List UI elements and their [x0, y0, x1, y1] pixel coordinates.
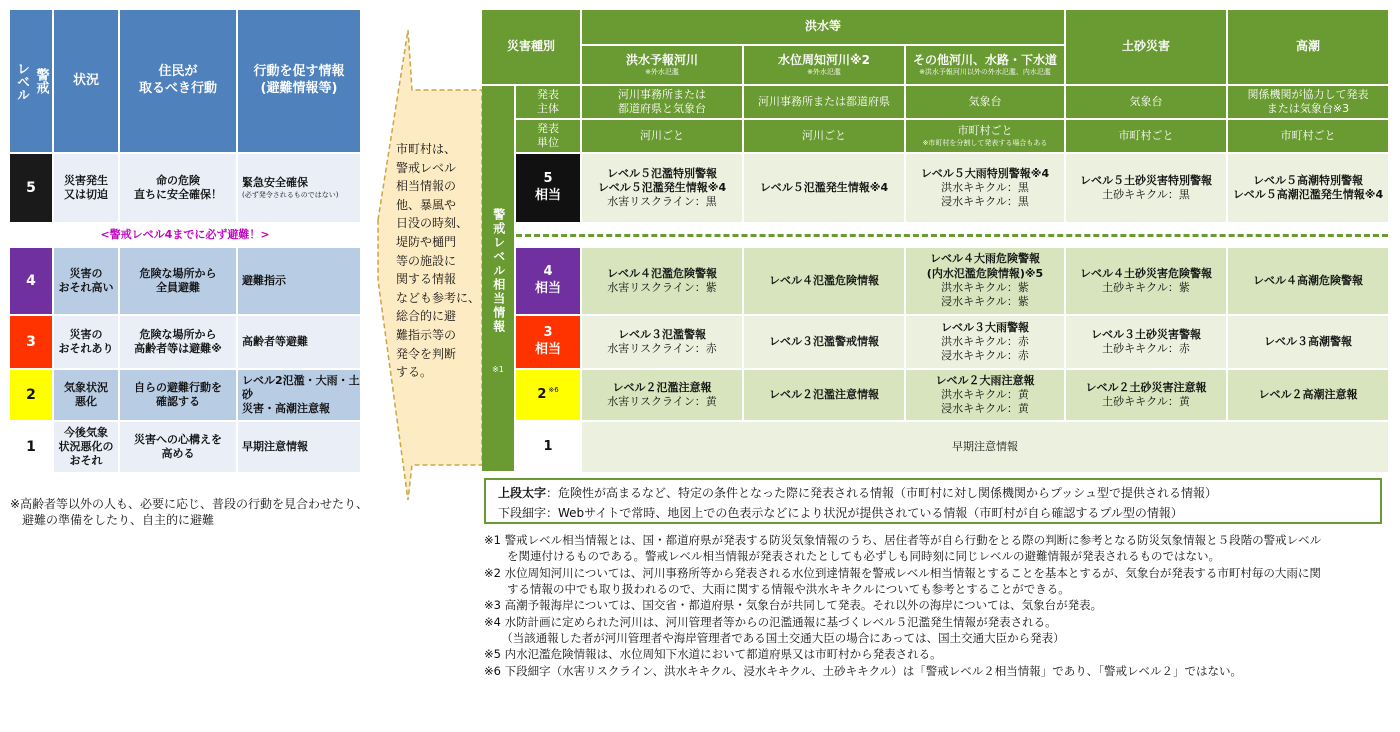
callout-text: 市町村は、 警戒レベル 相当情報の 他、暴風や 日没の時刻、 堤防や樋門 等の施設に 関する情報 なども参考に、 総合的に避 難指示等の 発令を判断 する。 — [396, 142, 481, 380]
header-situation: 状況 — [54, 10, 118, 152]
rlevel-2-note: ※6 — [548, 386, 559, 395]
r5-c4-bold: レベル５高潮特別警報 レベル５高潮氾濫発生情報※4 — [1232, 173, 1384, 201]
r4-c2-normal: 洪水キキクル：紫 浸水キキクル：紫 — [941, 281, 1029, 309]
header-info: 行動を促す情報 (避難情報等) — [238, 10, 360, 152]
r4-c4 — [1228, 248, 1388, 314]
header-level — [10, 10, 52, 152]
rlevel-2-badge — [516, 370, 580, 420]
level-separator — [516, 234, 1388, 237]
r2-c2-normal: 洪水キキクル：黄 浸水キキクル：黄 — [941, 387, 1029, 416]
flood-col-other-title: その他河川、水路・下水道 — [912, 52, 1057, 67]
level-4-badge: 4 — [10, 248, 52, 314]
r4-c2-bold: レベル４大雨危険警報 (内水氾濫危険情報)※5 — [926, 252, 1044, 280]
r5-c4 — [1228, 154, 1388, 222]
legend-bottom-text: ：Webサイトで常時、地図上での色表示などにより状況が提供されている情報（市町村が自ら確認するプル型の情報） — [546, 506, 1183, 520]
r4-c0-bold: レベル４氾濫危険警報 — [607, 266, 717, 280]
issuer-1: 河川事務所または都道府県 — [744, 86, 904, 118]
legend-top-label: 上段太字 — [498, 486, 547, 500]
row5-info — [238, 154, 360, 222]
flood-col-forecast-title: 洪水予報河川 — [625, 52, 698, 67]
legend-bottom-label: 下段細字 — [498, 506, 547, 520]
r2-c0-bold: レベル２氾濫注意報 — [612, 380, 712, 394]
r3-c3-normal: 土砂キキクル：赤 — [1102, 342, 1190, 355]
r3-c4-bold: レベル３高潮警報 — [1264, 334, 1352, 348]
r2-c2 — [906, 370, 1064, 420]
r4-c0-normal: 水害リスクライン：紫 — [607, 281, 717, 294]
issuer-label: 発表 主体 — [516, 86, 580, 118]
row2-info: レベル2氾濫・大雨・土砂 災害・高潮注意報 — [238, 370, 360, 420]
r4-c3 — [1066, 248, 1226, 314]
row4-situation: 災害の おそれ高い — [54, 248, 118, 314]
row5-info-sub: (必ず発令されるものではない) — [242, 190, 339, 199]
rlevel-2-label: 2 — [537, 386, 547, 402]
r2-c4 — [1228, 370, 1388, 420]
r3-c0-bold: レベル３氾濫警報 — [618, 327, 706, 341]
legend-bottom — [498, 504, 1183, 521]
level-2-badge: 2 — [10, 370, 52, 420]
unit-4: 市町村ごと — [1228, 120, 1388, 152]
flood-col-level-sub: ※外水氾濫 — [807, 68, 841, 77]
row4-info: 避難指示 — [238, 248, 360, 314]
r5-c0-bold: レベル５氾濫特別警報 レベル５氾濫発生情報※4 — [597, 166, 727, 194]
r3-c1 — [744, 316, 904, 368]
row4-action: 危険な場所から 全員避難 — [120, 248, 236, 314]
left-footnote: ※高齢者等以外の人も、必要に応じ、普段の行動を見合わせたり、 避難の準備をしたり、自主的に避難 — [10, 497, 369, 528]
side-note: ※1 — [492, 364, 504, 374]
footnotes — [484, 532, 1394, 679]
flood-col-forecast-sub: ※外水氾濫 — [645, 68, 679, 77]
r3-c2-bold: レベル３大雨警報 — [941, 320, 1029, 334]
r5-c0-normal: 水害リスクライン：黒 — [607, 195, 717, 209]
storm-surge-header: 高潮 — [1228, 10, 1388, 84]
issuer-2: 気象台 — [906, 86, 1064, 118]
r2-c2-bold: レベル２大雨注意報 — [935, 373, 1035, 387]
r3-c3-bold: レベル３土砂災害警報 — [1091, 327, 1201, 341]
legend-top — [498, 484, 1217, 501]
row5-situation: 災害発生 又は切迫 — [54, 154, 118, 222]
r3-c4 — [1228, 316, 1388, 368]
level-5-badge: 5 — [10, 154, 52, 222]
r3-c0-normal: 水害リスクライン：赤 — [607, 342, 717, 355]
r5-c3 — [1066, 154, 1226, 222]
r1-early-warning: 早期注意情報 — [582, 422, 1388, 472]
r2-c3-bold: レベル２土砂災害注意報 — [1085, 380, 1207, 394]
unit-2 — [906, 120, 1064, 152]
side-label — [482, 196, 514, 346]
r5-c1-bold: レベル５氾濫発生情報※4 — [759, 180, 889, 194]
r4-c1 — [744, 248, 904, 314]
row2-situation: 気象状況 悪化 — [54, 370, 118, 420]
unit-2-main: 市町村ごと — [957, 124, 1013, 138]
row2-action: 自らの避難行動を 確認する — [120, 370, 236, 420]
r4-c0 — [582, 248, 742, 314]
legend-box — [484, 478, 1382, 524]
unit-3: 市町村ごと — [1066, 120, 1226, 152]
flood-col-level — [744, 46, 904, 84]
r2-c0-normal: 水害リスクライン：黄 — [607, 395, 717, 408]
row3-situation: 災害の おそれあり — [54, 316, 118, 368]
row5-action: 命の危険 直ちに安全確保！ — [120, 154, 236, 222]
row1-situation: 今後気象 状況悪化の おそれ — [54, 422, 118, 472]
issuer-3: 気象台 — [1066, 86, 1226, 118]
row1-info: 早期注意情報 — [238, 422, 360, 472]
side-label-text: 警戒レベル相当情報 — [491, 208, 506, 334]
legend-top-text: ：危険性が高まるなど、特定の条件となった際に発表される情報（市町村に対し関係機関からプッシュ型で提供される情報） — [546, 486, 1217, 500]
r5-c2 — [906, 154, 1064, 222]
footnote-3: ※3 高潮予報海岸については、国交省・都道府県・気象台が共同して発表。それ以外の海岸については、気象台が発表。 — [484, 598, 1103, 613]
r3-c3 — [1066, 316, 1226, 368]
r5-c3-bold: レベル５土砂災害特別警報 — [1080, 173, 1212, 187]
r3-c1-bold: レベル３氾濫警戒情報 — [769, 334, 879, 348]
r5-c2-bold: レベル５大雨特別警報※4 — [920, 166, 1050, 180]
unit-1: 河川ごと — [744, 120, 904, 152]
r2-c1 — [744, 370, 904, 420]
r3-c0 — [582, 316, 742, 368]
sediment-header: 土砂災害 — [1066, 10, 1226, 84]
issuer-0: 河川事務所または 都道府県と気象台 — [582, 86, 742, 118]
rlevel-1-badge: 1 — [516, 422, 580, 472]
level-3-badge: 3 — [10, 316, 52, 368]
row5-info-main: 緊急安全確保 — [242, 176, 308, 190]
r2-c0 — [582, 370, 742, 420]
row3-info: 高齢者等避難 — [238, 316, 360, 368]
r3-c2-normal: 洪水キキクル：赤 浸水キキクル：赤 — [941, 334, 1029, 363]
r2-c3-normal: 土砂キキクル：黄 — [1102, 395, 1190, 408]
flood-col-level-title: 水位周知河川※2 — [777, 52, 871, 67]
r2-c3 — [1066, 370, 1226, 420]
rlevel-3-badge: 3 相当 — [516, 316, 580, 368]
flood-col-other-sub: ※洪水予報河川以外の外水氾濫、内水氾濫 — [919, 68, 1051, 77]
r5-c3-normal: 土砂キキクル：黒 — [1102, 188, 1190, 201]
flood-header: 洪水等 — [582, 10, 1064, 44]
footnote-4: ※4 水防計画に定められた河川は、河川管理者等からの氾濫通報に基づくレベル５氾濫発生情報が発表される。 （当該通報した者が河川管理者や海岸管理者である国土交通大臣の場合にあっては、国土交通大臣から発表） — [484, 614, 1065, 645]
r4-c1-bold: レベル４氾濫危険情報 — [769, 273, 879, 287]
unit-2-sub: ※市町村を分割して発表する場合もある — [922, 138, 1048, 147]
evac-banner: <警戒レベル4までに必ず避難！> — [100, 227, 270, 241]
r4-c4-bold: レベル４高潮危険警報 — [1253, 273, 1363, 287]
disaster-type-header: 災害種別 — [482, 10, 580, 84]
row3-action: 危険な場所から 高齢者等は避難※ — [120, 316, 236, 368]
r4-c3-normal: 土砂キキクル：紫 — [1102, 281, 1190, 294]
level-1-badge: 1 — [10, 422, 52, 472]
r2-c1-bold: レベル２氾濫注意情報 — [769, 387, 879, 401]
r5-c2-normal: 洪水キキクル：黒 浸水キキクル：黒 — [941, 180, 1029, 209]
r4-c3-bold: レベル４土砂災害危険警報 — [1080, 266, 1212, 280]
r5-c0 — [582, 154, 742, 222]
rlevel-5-badge: 5 相当 — [516, 154, 580, 222]
flood-col-forecast — [582, 46, 742, 84]
unit-label: 発表 単位 — [516, 120, 580, 152]
r5-c1 — [744, 154, 904, 222]
footnote-1: ※1 警戒レベル相当情報とは、国・都道府県が発表する防災気象情報のうち、居住者等が自ら行動をとる際の判断に参考となる防災気象情報と５段階の警戒レベル を関連付けるものである。警戒レベル相当情報が発表されたとしても必ずしも同時刻に同じレベルの避難情報が発表されるものではない。 — [484, 533, 1322, 564]
issuer-4: 関係機関が協力して発表 または気象台※3 — [1228, 86, 1388, 118]
row1-action: 災害への心構えを 高める — [120, 422, 236, 472]
header-action: 住民が 取るべき行動 — [120, 10, 236, 152]
footnote-2: ※2 水位周知河川については、河川事務所等から発表される水位到達情報を警戒レベル相当情報とすることを基本とするが、気象台が発表する市町村毎の大雨に関 する情報の中でも取り扱われるので、大雨に関する情報や洪水キキクルについても参考とすることができる。 — [484, 565, 1321, 596]
unit-0: 河川ごと — [582, 120, 742, 152]
r2-c4-bold: レベル２高潮注意報 — [1258, 387, 1358, 401]
rlevel-4-badge: 4 相当 — [516, 248, 580, 314]
r3-c2 — [906, 316, 1064, 368]
r4-c2 — [906, 248, 1064, 314]
flood-col-other — [906, 46, 1064, 84]
footnote-6: ※6 下段細字（水害リスクライン、洪水キキクル、浸水キキクル、土砂キキクル）は「警戒レベル２相当情報」であり、「警戒レベル２」ではない。 — [484, 663, 1242, 678]
footnote-5: ※5 内水氾濫危険情報は、水位周知下水道において都道府県又は市町村から発表される。 — [484, 647, 942, 662]
header-level-text: 警戒 レベル — [14, 61, 49, 101]
